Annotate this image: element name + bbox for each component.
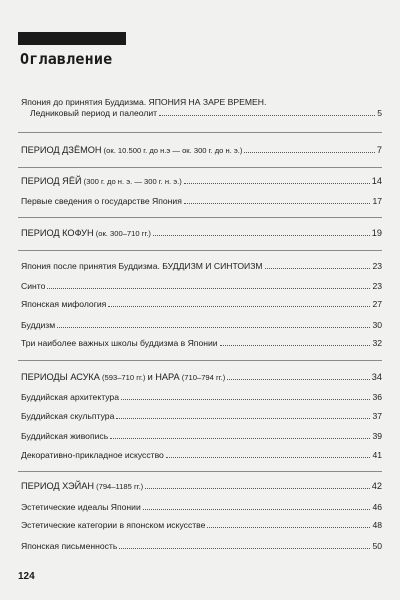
dot-leader [145,481,370,489]
toc-entry-page: 14 [371,176,382,186]
section-divider [18,471,382,472]
dot-leader [220,338,371,346]
toc-entry-dates: (ок. 10.500 г. до н.э — ок. 300 г. до н. э.) [101,146,243,155]
toc-entry-title: ПЕРИОД ЯЁЙ [21,176,82,186]
toc-entry-page: 23 [372,281,382,291]
section-divider [18,250,382,251]
toc-entry-title: Три наиболее важных школы буддизма в Японии [21,338,218,348]
toc-entry-title: Буддийская скульптура [21,411,115,421]
toc-entry-page: 41 [372,450,382,460]
section-divider [18,217,382,218]
section-divider [18,167,382,168]
toc-entry-page: 30 [372,320,382,330]
toc-entry [21,502,382,513]
toc-entry-page: 50 [372,541,382,551]
toc-entry-dates-second: (710–794 гг.) [179,373,226,382]
toc-entry-page: 5 [377,108,382,118]
toc-entry-title: Японская мифология [21,299,107,309]
toc-entry-page: 39 [372,431,382,441]
toc-entry-page: 34 [371,372,382,382]
toc-entry-title: ПЕРИОДЫ АСУКА [21,372,100,382]
dot-leader [227,372,370,380]
toc-heading: Оглавление [20,50,113,68]
toc-entry-title: Эстетические категории в японском искусстве [21,520,206,530]
dot-leader [159,108,375,116]
toc-entry-page: 23 [372,261,382,271]
toc-entry-page: 17 [372,196,382,206]
toc-entry-title: Ледниковый период и палеолит [30,108,158,118]
toc-entry [21,97,382,119]
toc-entry-title: Буддийская живопись [21,431,109,441]
toc-entry [21,411,382,422]
toc-entry-title: Японская письменность [21,541,118,551]
toc-entry-page: 19 [371,228,382,238]
toc-entry-title: Синто [21,281,46,291]
toc-entry-page: 36 [372,392,382,402]
toc-entry-dates: (794–1185 гг.) [93,482,144,491]
toc-entry-dates: (593–710 гг.) [99,373,148,382]
dot-leader [166,450,371,458]
toc-entry [21,176,382,187]
dot-leader [116,411,370,419]
toc-entry [21,338,382,349]
toc-entry [21,281,382,292]
toc-entry [21,299,382,310]
page-number: 124 [18,571,35,582]
dot-leader [207,520,370,528]
toc-entry [21,541,382,552]
dot-leader [153,228,370,236]
toc-entry [21,520,382,531]
toc-entry-page: 42 [371,481,382,491]
dot-leader [121,392,370,400]
toc-entry [21,392,382,403]
toc-entry [21,431,382,442]
toc-entry-page: 48 [372,520,382,530]
toc-entry-page: 32 [372,338,382,348]
toc-entry-title-second: и НАРА [147,372,180,382]
dot-leader [184,176,370,184]
toc-entry-line1: Япония до принятия Буддизма. ЯПОНИЯ НА ЗАРЕ ВРЕМЕН. [21,97,267,107]
section-divider [18,360,382,361]
dot-leader [184,196,371,204]
dot-leader [119,541,370,549]
toc-entry-title: ПЕРИОД ХЭЙАН [21,481,94,491]
toc-entry [21,372,382,383]
toc-entry-page: 7 [376,145,382,155]
toc-entry [21,145,382,156]
dot-leader [110,431,370,439]
toc-entry [21,196,382,207]
toc-entry [21,450,382,461]
dot-leader [47,281,370,289]
toc-entry-page: 27 [372,299,382,309]
dot-leader [265,261,371,269]
toc-entry-title: ПЕРИОД ДЗЁМОН [21,145,102,155]
toc-entry-title: Эстетические идеалы Японии [21,502,141,512]
toc-entry [21,261,382,272]
dot-leader [57,320,370,328]
section-divider [18,132,382,133]
toc-entry-page: 46 [372,502,382,512]
toc-entry-title: Декоративно-прикладное искусство [21,450,164,460]
toc-entry-title: ПЕРИОД КОФУН [21,228,94,238]
toc-entry [21,481,382,492]
toc-entry-dates: (ок. 300–710 гг.) [93,229,151,238]
dot-leader [108,299,370,307]
dot-leader [143,502,371,510]
dot-leader [244,145,374,153]
toc-entry [21,228,382,239]
toc-entry-dates: (300 г. до н. э. — 300 г. н. э.) [81,177,182,186]
toc-entry-title: Буддийская архитектура [21,392,119,402]
toc-entry-title: Япония после принятия Буддизма. БУДДИЗМ И СИНТОИЗМ [21,261,263,271]
toc-entry [21,320,382,331]
toc-entry-page: 37 [372,411,382,421]
toc-entry-title: Буддизм [21,320,56,330]
toc-entry-title: Первые сведения о государстве Япония [21,196,182,206]
